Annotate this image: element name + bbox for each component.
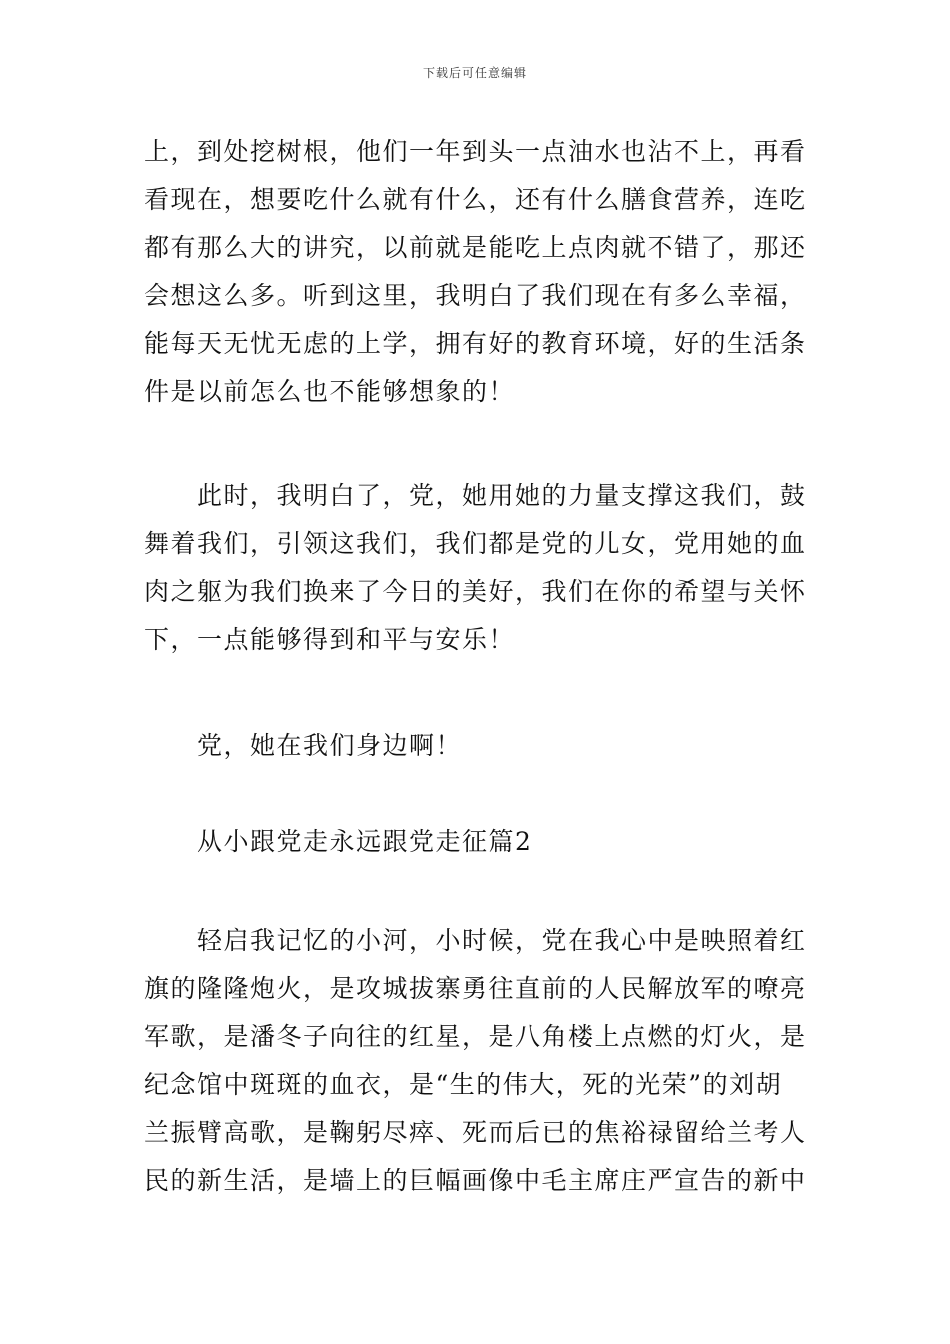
paragraph-party-beside-us: 党，她在我们身边啊！ [144, 731, 463, 760]
paragraph-party-support: 此时，我明白了，党，她用她的力量支撑这我们，鼓 舞着我们，引领这我们，我们都是党的儿女，党用她的血 肉之躯为我们换来了今日的美好，我们在你的希望与关怀 下，一点能够得到和平与安乐！ [144, 481, 807, 654]
page-header: 下载后可任意编辑 [422, 66, 527, 80]
paragraph-memory-river: 轻启我记忆的小河，小时候，党在我心中是映照着红 旗的隆隆炮火，是攻城拔寨勇往直前的人民解放军的嘹亮 军歌，是潘冬子向往的红星，是八角楼上点燃的灯火，是 纪念馆中斑斑的血衣，是“生的伟大，死的光荣”的刘胡 兰振臂高歌，是鞠躬尽瘁、死而后已的焦裕禄留给兰考人 民的新生活，是墙上的巨幅画像中毛主席庄严宣告的新中 [144, 926, 807, 1195]
section-heading: 从小跟党走永远跟党走征篇2 [144, 827, 533, 856]
paragraph-continuation: 上，到处挖树根，他们一年到头一点油水也沾不上，再看 看现在，想要吃什么就有什么，还有什么膳食营养，连吃 都有那么大的讲究，以前就是能吃上点肉就不错了，那还 会想这么多。听到这里，我明白了我们现在有多么幸福， 能每天无忧无虑的上学，拥有好的教育环境，好的生活条 件是以前怎么也不能够想象的！ [144, 137, 807, 406]
